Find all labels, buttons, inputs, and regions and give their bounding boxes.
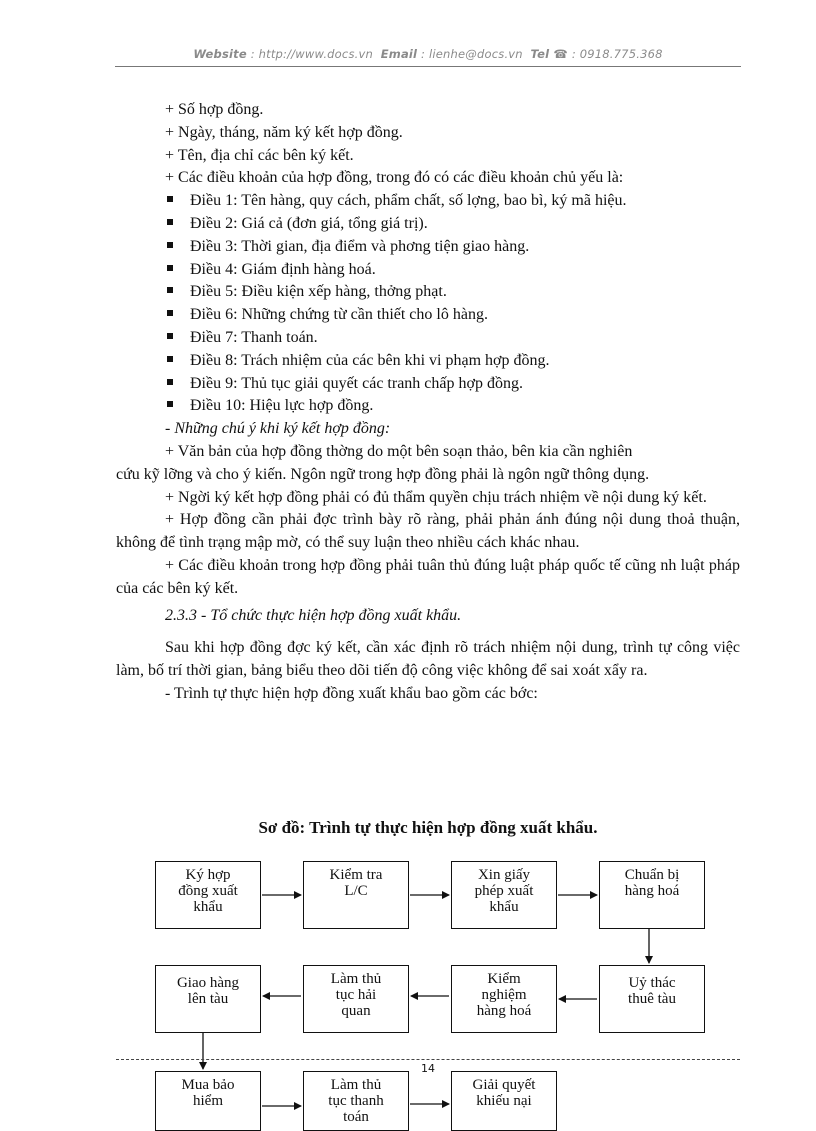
sequence-line: - Trình tự thực hiện hợp đồng xuất khẩu bao gồm các bớc: <box>165 684 538 702</box>
step-resolve-complaint: Giải quyết khiếu nại <box>451 1071 557 1131</box>
step-buy-insurance: Mua bảo hiểm <box>155 1071 261 1131</box>
contract-item: + Tên, địa chỉ các bên ký kết. <box>165 146 354 164</box>
clause-text: Điều 5: Điều kiện xếp hàng, thởng phạt. <box>190 283 447 301</box>
clause-text: Điều 2: Giá cả (đơn giá, tổng giá trị). <box>190 214 428 232</box>
step-inspect-goods: Kiểm nghiệm hàng hoá <box>451 965 557 1033</box>
contract-item: + Số hợp đồng. <box>165 101 264 118</box>
website-label: Website <box>193 47 247 61</box>
diagram-title: Sơ đồ: Trình tự thực hiện hợp đồng xuất khẩu. <box>258 818 598 837</box>
note-paragraph: + Hợp đồng cần phải đợc trình bày rõ ràng, phải phản ánh đúng nội dung thoả thuận, không để tình trạng mập mờ, có thể suy luận theo nhiều cách khác nhau. <box>116 511 740 552</box>
step-prepare-goods: Chuẩn bị hàng hoá <box>599 861 705 929</box>
note-paragraph: + Ngời ký kết hợp đồng phải có đủ thẩm quyền chịu trách nhiệm về nội dung ký kết. <box>165 488 707 506</box>
clause-text: Điều 3: Thời gian, địa điểm và phơng tiện giao hàng. <box>190 237 530 255</box>
clause-text: Điều 6: Những chứng từ cần thiết cho lô hàng. <box>190 306 488 324</box>
page-number: 14 <box>421 1062 435 1075</box>
section-paragraph: Sau khi hợp đồng đợc ký kết, cần xác định rõ trách nhiệm nội dung, trình tự công việc làm, bố trí thời gian, bảng biểu theo dõi tiến độ công việc không để sai xoát xẩy ra. <box>116 639 740 680</box>
contract-item: + Ngày, tháng, năm ký kết hợp đồng. <box>165 123 403 141</box>
clause-text: Điều 4: Giám định hàng hoá. <box>190 260 376 278</box>
tel-value: : 0918.775.368 <box>571 47 663 61</box>
footer-rule <box>116 1059 740 1060</box>
step-check-lc: Kiểm tra L/C <box>303 861 409 929</box>
note-paragraph: + Các điều khoản trong hợp đồng phải tuân thủ đúng luật pháp quốc tế cũng nh luật pháp của các bên ký kết. <box>116 556 740 597</box>
email-value[interactable]: : lienhe@docs.vn <box>421 47 523 61</box>
note-paragraph-first-line: + Văn bản của hợp đồng thờng do một bên soạn thảo, bên kia cần nghiên <box>165 442 633 460</box>
clause-text: Điều 10: Hiệu lực hợp đồng. <box>190 397 374 415</box>
clause-text: Điều 1: Tên hàng, quy cách, phẩm chất, số lợng, bao bì, ký mã hiệu. <box>190 192 627 210</box>
clause-text: Điều 8: Trách nhiệm của các bên khi vi phạm hợp đồng. <box>190 351 550 369</box>
notes-heading: - Những chú ý khi ký kết hợp đồng: <box>165 420 391 438</box>
clause-text: Điều 9: Thủ tục giải quyết các tranh chấp hợp đồng. <box>190 374 523 392</box>
email-label: Email <box>380 47 418 61</box>
note-paragraph-rest: cứu kỹ lỡng và cho ý kiến. Ngôn ngữ trong hợp đồng phải là ngôn ngữ thông dụng. <box>116 465 650 483</box>
step-sign-contract: Ký hợp đồng xuất khẩu <box>155 861 261 929</box>
step-customs: Làm thủ tục hải quan <box>303 965 409 1033</box>
step-charter-ship: Uỷ thác thuê tàu <box>599 965 705 1033</box>
contract-item: + Các điều khoản của hợp đồng, trong đó có các điều khoản chủ yếu là: <box>165 169 624 187</box>
section-title: 2.3.3 - Tổ chức thực hiện hợp đồng xuất khẩu. <box>165 606 462 624</box>
step-export-permit: Xin giấy phép xuất khẩu <box>451 861 557 929</box>
clause-text: Điều 7: Thanh toán. <box>190 328 318 346</box>
tel-label: Tel ☎ <box>530 47 568 61</box>
website-value[interactable]: : http://www.docs.vn <box>250 47 373 61</box>
step-deliver-goods: Giao hàng lên tàu <box>155 965 261 1033</box>
step-payment: Làm thủ tục thanh toán <box>303 1071 409 1131</box>
